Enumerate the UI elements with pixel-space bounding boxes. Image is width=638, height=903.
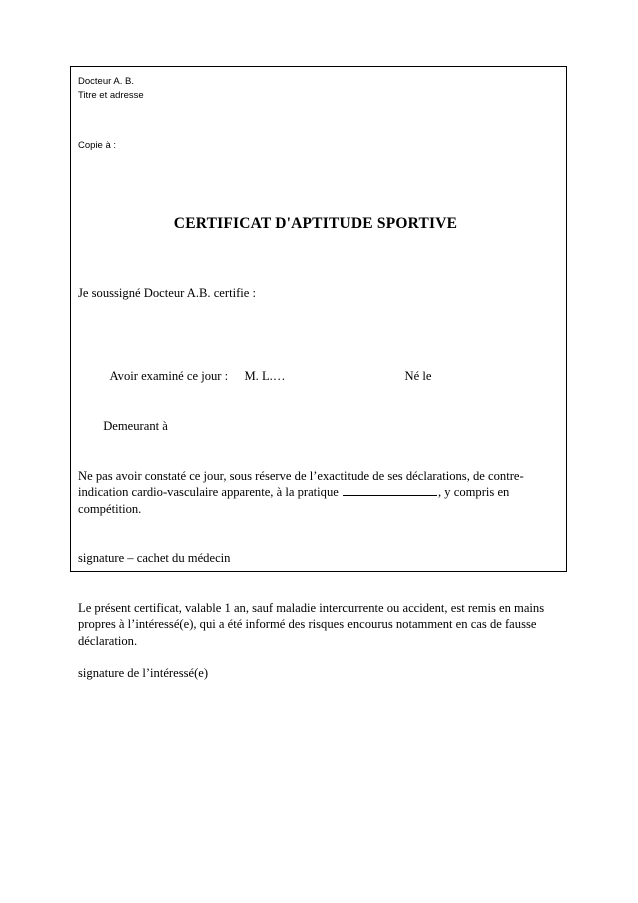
doctor-title-address: Titre et adresse — [78, 90, 144, 101]
residence-label: Demeurant à — [103, 418, 168, 433]
certificate-content — [75, 75, 556, 682]
validity-statement: Le présent certificat, valable 1 an, sauf maladie intercurrente ou accident, est remis en mains propres à l’intéressé(e), qui a été informé des risques encourus notamment en cas de fausse déclaration. — [78, 600, 545, 648]
sport-blank-field[interactable] — [343, 484, 437, 496]
doctor-header — [75, 75, 556, 103]
copy-to-label: Copie à : — [78, 140, 117, 151]
birth-date-label: Né le — [404, 369, 432, 383]
certify-statement: Je soussigné Docteur A.B. certifie : — [78, 286, 257, 300]
patient-name: M. L.… — [244, 369, 286, 383]
page-title: CERTIFICAT D'APTITUDE SPORTIVE — [173, 215, 458, 232]
no-contraindication-text-part1: Ne pas avoir constaté ce jour, sous réserve de l’exactitude de ses déclarations, de contre-indication cardio-vasculaire apparente, à la pratique — [78, 468, 524, 499]
no-contraindication-statement — [75, 468, 556, 518]
examined-label: Avoir examiné ce jour : — [109, 369, 229, 383]
doctor-signature-label: signature – cachet du médecin — [78, 551, 231, 565]
patient-signature-label: signature de l’intéressé(e) — [78, 666, 209, 680]
certificate-frame — [70, 66, 567, 680]
no-contraindication-text-part2: , y compris en compétition. — [78, 485, 510, 516]
doctor-name: Docteur A. B. — [78, 76, 134, 87]
examination-line — [75, 319, 556, 451]
